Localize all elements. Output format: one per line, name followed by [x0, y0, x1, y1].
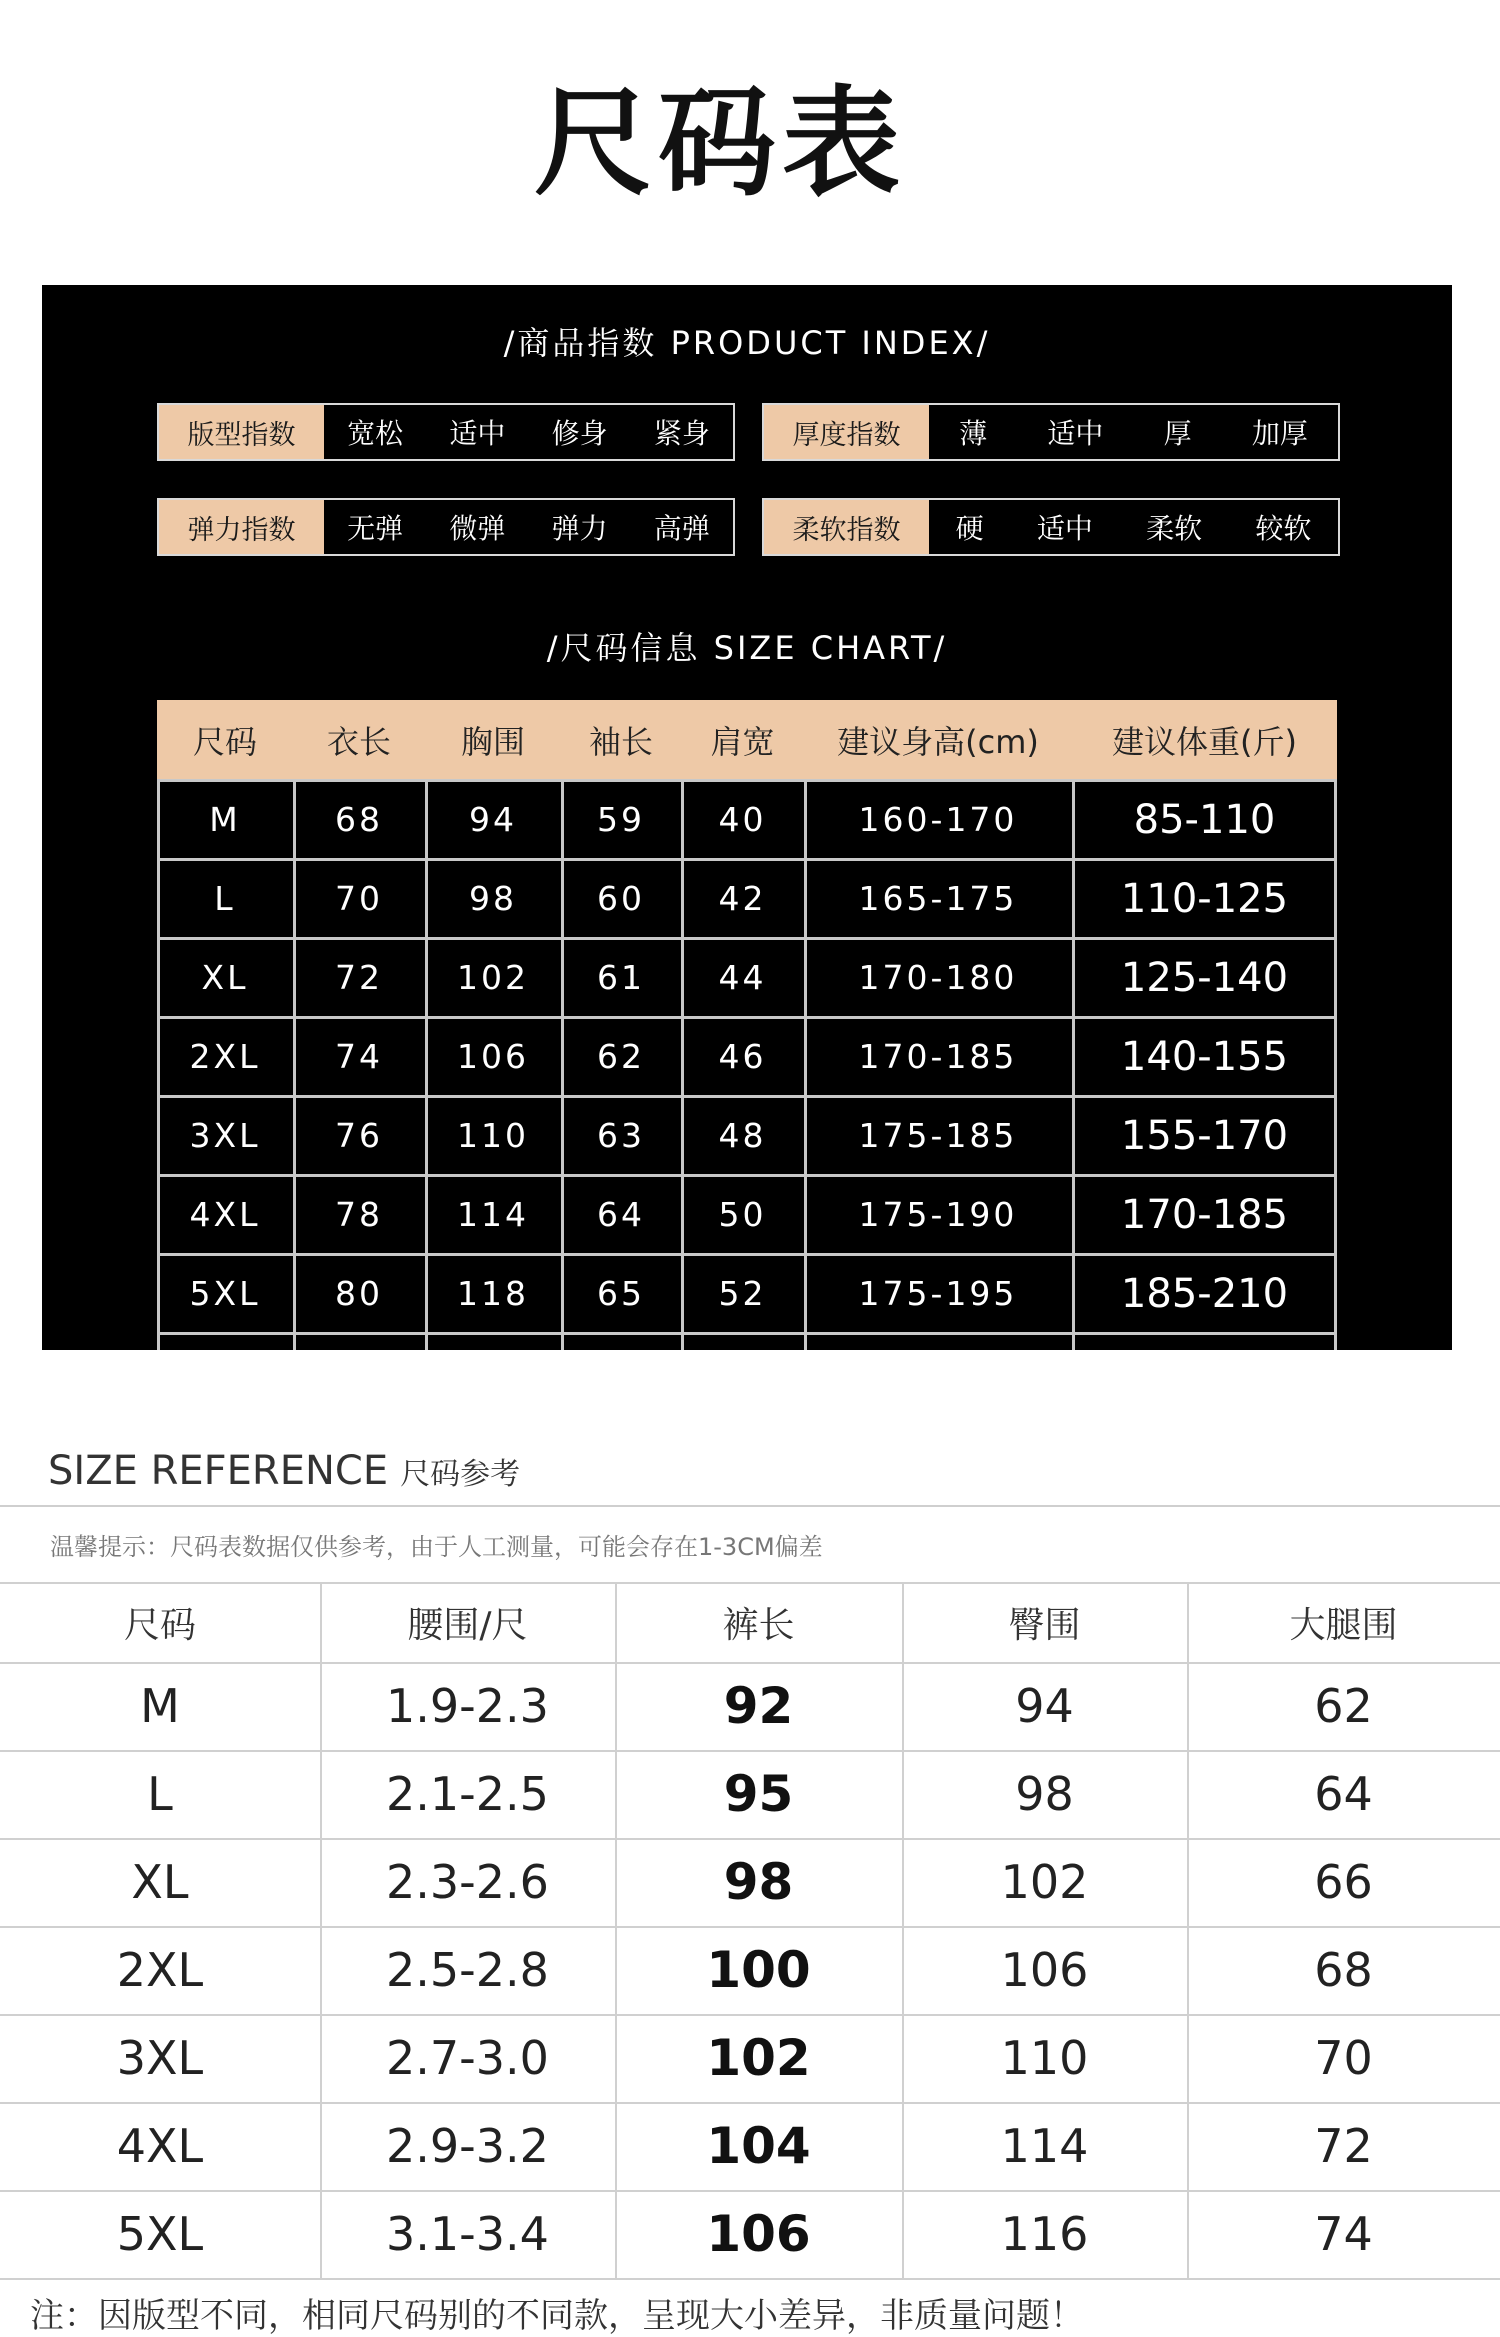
- size-reference-cell: 95: [723, 1765, 794, 1823]
- product-index-heading: /商品指数 PRODUCT INDEX/: [503, 324, 991, 362]
- size-chart-heading: /尺码信息 SIZE CHART/: [546, 629, 948, 667]
- size-chart-cell: 170-185: [1120, 1191, 1289, 1238]
- grid-line: [0, 2014, 1500, 2016]
- size-reference-note: 温馨提示：尺码表数据仅供参考，由于人工测量，可能会存在1-3CM偏差: [50, 1533, 823, 1561]
- page-title: 尺码表: [533, 74, 906, 212]
- grid-line: [0, 1662, 1500, 1664]
- grid-line: [0, 1838, 1500, 1840]
- grid-line: [804, 780, 807, 1350]
- grid-line: [1187, 1582, 1189, 2278]
- grid-line: [320, 1582, 322, 2278]
- size-reference-cell: 66: [1314, 1855, 1373, 1909]
- grid-line: [902, 1582, 904, 2278]
- index-option: 厚: [1163, 417, 1192, 450]
- size-chart-table: [157, 700, 1337, 1350]
- size-chart-cell: 72: [335, 958, 383, 997]
- size-reference-title-cn: 尺码参考: [400, 1457, 521, 1492]
- size-chart-cell: 63: [597, 1116, 645, 1155]
- size-reference-cell: 64: [1314, 1767, 1373, 1821]
- grid-line: [561, 780, 564, 1350]
- size-chart-cell: 70: [335, 879, 383, 918]
- size-reference-cell: 100: [706, 1941, 811, 1999]
- size-reference-cell: M: [140, 1679, 180, 1733]
- size-reference-cell: 110: [1000, 2031, 1089, 2085]
- size-reference-cell: 62: [1314, 1679, 1373, 1733]
- grid-line: [0, 2278, 1500, 2280]
- size-chart-cell: 2XL: [189, 1037, 261, 1076]
- product-index-panel: [42, 285, 1452, 1350]
- size-chart-header-cell: 袖长: [588, 723, 653, 761]
- index-group-fit: [157, 403, 735, 461]
- size-chart-cell: 170-180: [858, 958, 1018, 997]
- size-reference-cell: 106: [1000, 1943, 1089, 1997]
- size-chart-header-cell: 胸围: [460, 723, 525, 761]
- size-chart-cell: 4XL: [189, 1195, 261, 1234]
- size-reference-cell: 2.1-2.5: [386, 1767, 549, 1821]
- size-reference-cell: 116: [1000, 2207, 1089, 2261]
- index-label: 版型指数: [159, 405, 324, 459]
- size-chart-cell: 160-170: [858, 800, 1018, 839]
- size-reference-header-cell: 大腿围: [1289, 1604, 1398, 1646]
- grid-line: [0, 1750, 1500, 1752]
- size-chart-cell: 40: [718, 800, 767, 839]
- index-option: 柔软: [1146, 512, 1203, 545]
- size-chart-cell: 165-175: [858, 879, 1018, 918]
- size-reference-cell: 68: [1314, 1943, 1373, 1997]
- size-reference-cell: 1.9-2.3: [386, 1679, 549, 1733]
- size-chart-cell: 5XL: [189, 1274, 261, 1313]
- grid-line: [157, 780, 160, 1350]
- size-chart-cell: 64: [597, 1195, 645, 1234]
- size-reference-cell: 98: [1015, 1767, 1074, 1821]
- grid-line: [0, 1926, 1500, 1928]
- size-reference-cell: 106: [706, 2205, 811, 2263]
- index-option: 弹力: [551, 512, 608, 545]
- size-chart-cell: 48: [718, 1116, 767, 1155]
- size-reference-cell: 102: [706, 2029, 811, 2087]
- grid-line: [157, 1095, 1337, 1098]
- size-reference-cell: 104: [706, 2117, 811, 2175]
- size-reference-table: [0, 1505, 1500, 2277]
- size-chart-cell: 114: [457, 1195, 529, 1234]
- grid-line: [425, 780, 428, 1350]
- size-chart-cell: L: [214, 879, 236, 918]
- index-option: 宽松: [347, 417, 404, 450]
- size-chart-header-cell: 尺码: [192, 723, 257, 761]
- index-option: 适中: [1047, 417, 1104, 450]
- grid-line: [157, 937, 1337, 940]
- size-chart-cell: 85-110: [1133, 796, 1276, 843]
- size-reference-cell: 2.3-2.6: [386, 1855, 549, 1909]
- grid-line: [0, 1582, 1500, 1584]
- size-chart-cell: 50: [718, 1195, 767, 1234]
- index-group-thickness: [762, 403, 1340, 461]
- size-chart-cell: 52: [718, 1274, 767, 1313]
- size-chart-cell: 68: [335, 800, 383, 839]
- size-chart-cell: 65: [597, 1274, 645, 1313]
- grid-line: [157, 858, 1337, 861]
- index-option: 修身: [551, 417, 608, 450]
- size-reference-cell: 70: [1314, 2031, 1373, 2085]
- index-option: 硬: [955, 512, 984, 545]
- size-reference-header-cell: 臀围: [1008, 1604, 1081, 1646]
- grid-line: [157, 779, 1337, 782]
- grid-line: [157, 1174, 1337, 1177]
- size-chart-cell: 175-185: [858, 1116, 1018, 1155]
- size-chart-cell: 175-190: [858, 1195, 1018, 1234]
- size-reference-title: [48, 1448, 520, 1494]
- grid-line: [157, 1016, 1337, 1019]
- grid-line: [615, 1582, 617, 2278]
- footnote: 注：因版型不同，相同尺码别的不同款，呈现大小差异，非质量问题！: [30, 2296, 1084, 2336]
- size-reference-cell: 102: [1000, 1855, 1089, 1909]
- size-reference-cell: L: [147, 1767, 173, 1821]
- size-chart-header-cell: 建议身高(cm): [837, 723, 1039, 761]
- index-option: 无弹: [347, 512, 404, 545]
- size-reference-cell: 4XL: [116, 2119, 204, 2173]
- index-group-softness: [762, 498, 1340, 556]
- index-option: 紧身: [653, 417, 710, 450]
- size-chart-cell: 46: [718, 1037, 767, 1076]
- size-chart-cell: 98: [469, 879, 517, 918]
- size-reference-cell: 74: [1314, 2207, 1373, 2261]
- index-option: 高弹: [653, 512, 710, 545]
- size-reference-cell: XL: [131, 1855, 189, 1909]
- size-reference-header-cell: 尺码: [123, 1604, 196, 1646]
- index-option: 加厚: [1251, 417, 1308, 450]
- size-chart-cell: 155-170: [1120, 1112, 1289, 1159]
- size-chart-cell: 102: [457, 958, 529, 997]
- size-chart-cell: 94: [469, 800, 517, 839]
- index-group-elasticity: [157, 498, 735, 556]
- size-chart-cell: 106: [457, 1037, 529, 1076]
- size-reference-cell: 3XL: [116, 2031, 204, 2085]
- size-reference-cell: 72: [1314, 2119, 1373, 2173]
- size-chart-cell: 60: [597, 879, 645, 918]
- size-reference-cell: 5XL: [116, 2207, 204, 2261]
- size-chart-cell: 76: [335, 1116, 383, 1155]
- size-chart-cell: 61: [597, 958, 645, 997]
- size-reference-cell: 3.1-3.4: [386, 2207, 549, 2261]
- grid-line: [1334, 780, 1337, 1350]
- size-chart-cell: XL: [201, 958, 249, 997]
- size-reference-title-en: SIZE REFERENCE: [48, 1448, 389, 1494]
- index-option: 较软: [1255, 512, 1312, 545]
- size-chart-header-cell: 衣长: [326, 723, 391, 761]
- size-chart-cell: 110: [457, 1116, 529, 1155]
- grid-line: [157, 1253, 1337, 1256]
- index-option: 薄: [959, 417, 988, 450]
- index-label: 弹力指数: [159, 500, 324, 554]
- grid-line: [0, 2190, 1500, 2192]
- size-chart-cell: 44: [718, 958, 767, 997]
- index-option: 适中: [1036, 512, 1093, 545]
- size-chart-cell: 118: [457, 1274, 529, 1313]
- size-chart-cell: 80: [335, 1274, 383, 1313]
- size-reference-cell: 98: [723, 1853, 794, 1911]
- size-reference-header-cell: 腰围/尺: [407, 1604, 528, 1646]
- size-chart-header-cell: 建议体重(斤): [1112, 723, 1297, 761]
- size-chart-cell: 78: [335, 1195, 383, 1234]
- size-reference-cell: 2.5-2.8: [386, 1943, 549, 1997]
- size-chart-cell: 62: [597, 1037, 645, 1076]
- size-chart-cell: 170-185: [858, 1037, 1018, 1076]
- size-chart-cell: 42: [718, 879, 767, 918]
- size-chart-cell: 59: [597, 800, 645, 839]
- grid-line: [157, 1332, 1337, 1335]
- grid-line: [0, 2102, 1500, 2104]
- size-chart-cell: 74: [335, 1037, 383, 1076]
- size-reference-header-cell: 裤长: [722, 1604, 795, 1646]
- grid-line: [681, 780, 684, 1350]
- grid-line: [1072, 780, 1075, 1350]
- index-label: 柔软指数: [764, 500, 929, 554]
- size-chart-cell: 185-210: [1120, 1270, 1289, 1317]
- size-reference-cell: 2.9-3.2: [386, 2119, 549, 2173]
- index-label: 厚度指数: [764, 405, 929, 459]
- grid-line: [293, 780, 296, 1350]
- size-reference-cell: 2XL: [116, 1943, 204, 1997]
- size-reference-cell: 114: [1000, 2119, 1089, 2173]
- size-chart-cell: 3XL: [189, 1116, 261, 1155]
- index-option: 适中: [449, 417, 506, 450]
- size-chart-header-cell: 肩宽: [710, 723, 775, 761]
- size-chart-cell: 140-155: [1120, 1033, 1289, 1080]
- size-chart-cell: M: [209, 800, 241, 839]
- size-reference-cell: 94: [1015, 1679, 1074, 1733]
- size-reference-cell: 92: [723, 1677, 794, 1735]
- size-chart-cell: 125-140: [1120, 954, 1289, 1001]
- index-option: 微弹: [449, 512, 506, 545]
- size-chart-cell: 175-195: [858, 1274, 1018, 1313]
- size-chart-cell: 110-125: [1120, 875, 1289, 922]
- size-reference-cell: 2.7-3.0: [386, 2031, 549, 2085]
